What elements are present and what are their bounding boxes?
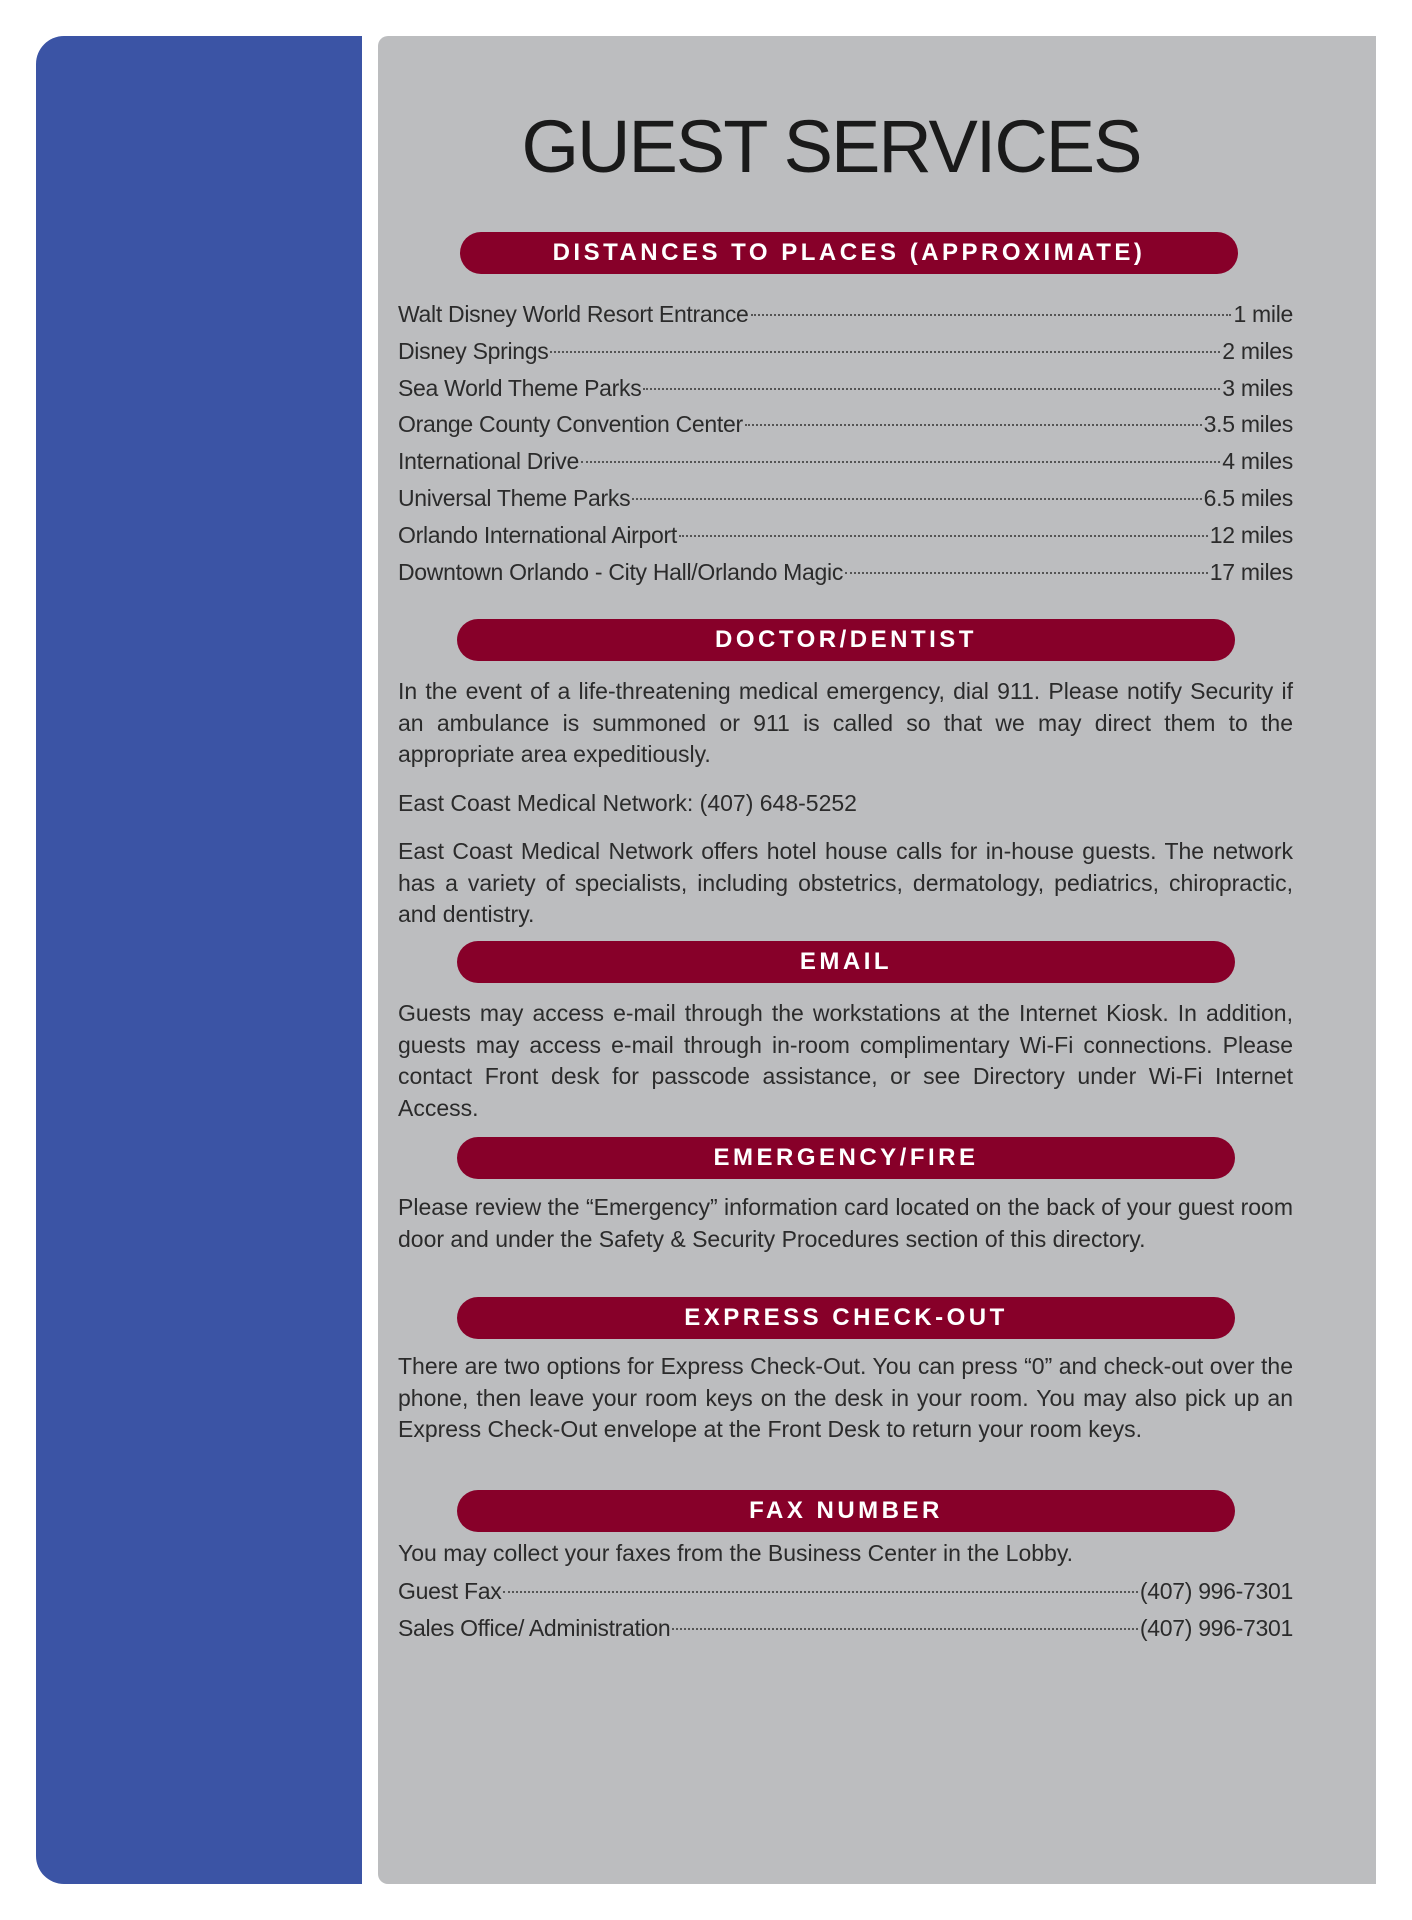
- medical-network-phone: East Coast Medical Network: (407) 648-5252: [398, 790, 857, 816]
- distances-heading: DISTANCES TO PLACES (APPROXIMATE): [460, 232, 1238, 274]
- doctor-paragraph: In the event of a life-threatening medical emergency, dial 911. Please notify Security if an ambulance is summoned or 911 is called so that we may direct them to the appropriate area expeditiously.: [398, 678, 1293, 767]
- list-item: [398, 1610, 1293, 1647]
- checkout-paragraph: There are two options for Express Check-Out. You can press “0” and check-out over the phone, then leave your room keys on the desk in your room. You may also pick up an Express Check-Out envelope at the Front Desk to return your room keys.: [398, 1353, 1293, 1442]
- distance-value: 2 miles: [1222, 337, 1293, 364]
- leader-dots: [845, 572, 1208, 574]
- emergency-heading: EMERGENCY/FIRE: [457, 1137, 1235, 1179]
- place-name: Walt Disney World Resort Entrance: [398, 301, 749, 327]
- page-title: GUEST SERVICES: [521, 105, 1141, 188]
- distance-value: 6.5 miles: [1203, 484, 1293, 511]
- leader-dots: [745, 424, 1202, 426]
- place-name: Orlando International Airport: [398, 521, 677, 548]
- fax-list: [398, 1573, 1293, 1647]
- list-item: [398, 554, 1293, 591]
- place-name: Orange County Convention Center: [398, 411, 743, 438]
- distance-value: 3 miles: [1222, 374, 1293, 401]
- place-name: Disney Springs: [398, 337, 549, 364]
- leader-dots: [550, 351, 1220, 353]
- medical-network-paragraph: East Coast Medical Network offers hotel house calls for in-house guests. The network has a variety of specialists, including obstetrics, dermatology, pediatrics, chiropractic, and dentistry.: [398, 838, 1293, 927]
- checkout-heading: EXPRESS CHECK-OUT: [457, 1297, 1235, 1339]
- distance-value: 1 mile: [1233, 301, 1293, 327]
- distance-value: 17 miles: [1209, 558, 1293, 585]
- list-item: [398, 1573, 1293, 1610]
- distance-value: 4 miles: [1222, 448, 1293, 475]
- fax-heading: FAX NUMBER: [457, 1490, 1235, 1532]
- place-name: Downtown Orlando - City Hall/Orlando Magic: [398, 558, 844, 585]
- list-item: [398, 370, 1293, 407]
- list-item: [398, 480, 1293, 517]
- leader-dots: [503, 1591, 1138, 1593]
- list-item: [398, 296, 1293, 333]
- fax-number: (407) 996-7301: [1139, 1614, 1293, 1641]
- list-item: [398, 333, 1293, 370]
- distance-value: 3.5 miles: [1203, 411, 1293, 438]
- leader-dots: [679, 535, 1208, 537]
- place-name: International Drive: [398, 448, 579, 475]
- emergency-paragraph: Please review the “Emergency” information card located on the back of your guest room door and under the Safety & Security Procedures section of this directory.: [398, 1194, 1293, 1252]
- distance-value: 12 miles: [1209, 521, 1293, 548]
- distances-list: [398, 296, 1293, 590]
- fax-label: Sales Office/ Administration: [398, 1614, 671, 1641]
- fax-paragraph: You may collect your faxes from the Business Center in the Lobby.: [398, 1540, 1074, 1566]
- fax-number: (407) 996-7301: [1139, 1578, 1293, 1604]
- leader-dots: [643, 388, 1220, 390]
- list-item: [398, 517, 1293, 554]
- leader-dots: [751, 314, 1232, 316]
- leader-dots: [581, 461, 1220, 463]
- blue-sidebar: [36, 36, 362, 1884]
- doctor-heading: DOCTOR/DENTIST: [457, 619, 1235, 661]
- fax-label: Guest Fax: [398, 1578, 502, 1604]
- leader-dots: [632, 498, 1201, 500]
- place-name: Sea World Theme Parks: [398, 374, 642, 401]
- leader-dots: [672, 1628, 1137, 1630]
- list-item: [398, 406, 1293, 443]
- place-name: Universal Theme Parks: [398, 484, 631, 511]
- list-item: [398, 443, 1293, 480]
- email-heading: EMAIL: [457, 941, 1235, 983]
- email-paragraph: Guests may access e-mail through the workstations at the Internet Kiosk. In addition, guests may access e-mail through in-room complimentary Wi-Fi connections. Please contact Front desk for passcode assistance, or see Directory under Wi-Fi Internet Access.: [398, 1000, 1293, 1121]
